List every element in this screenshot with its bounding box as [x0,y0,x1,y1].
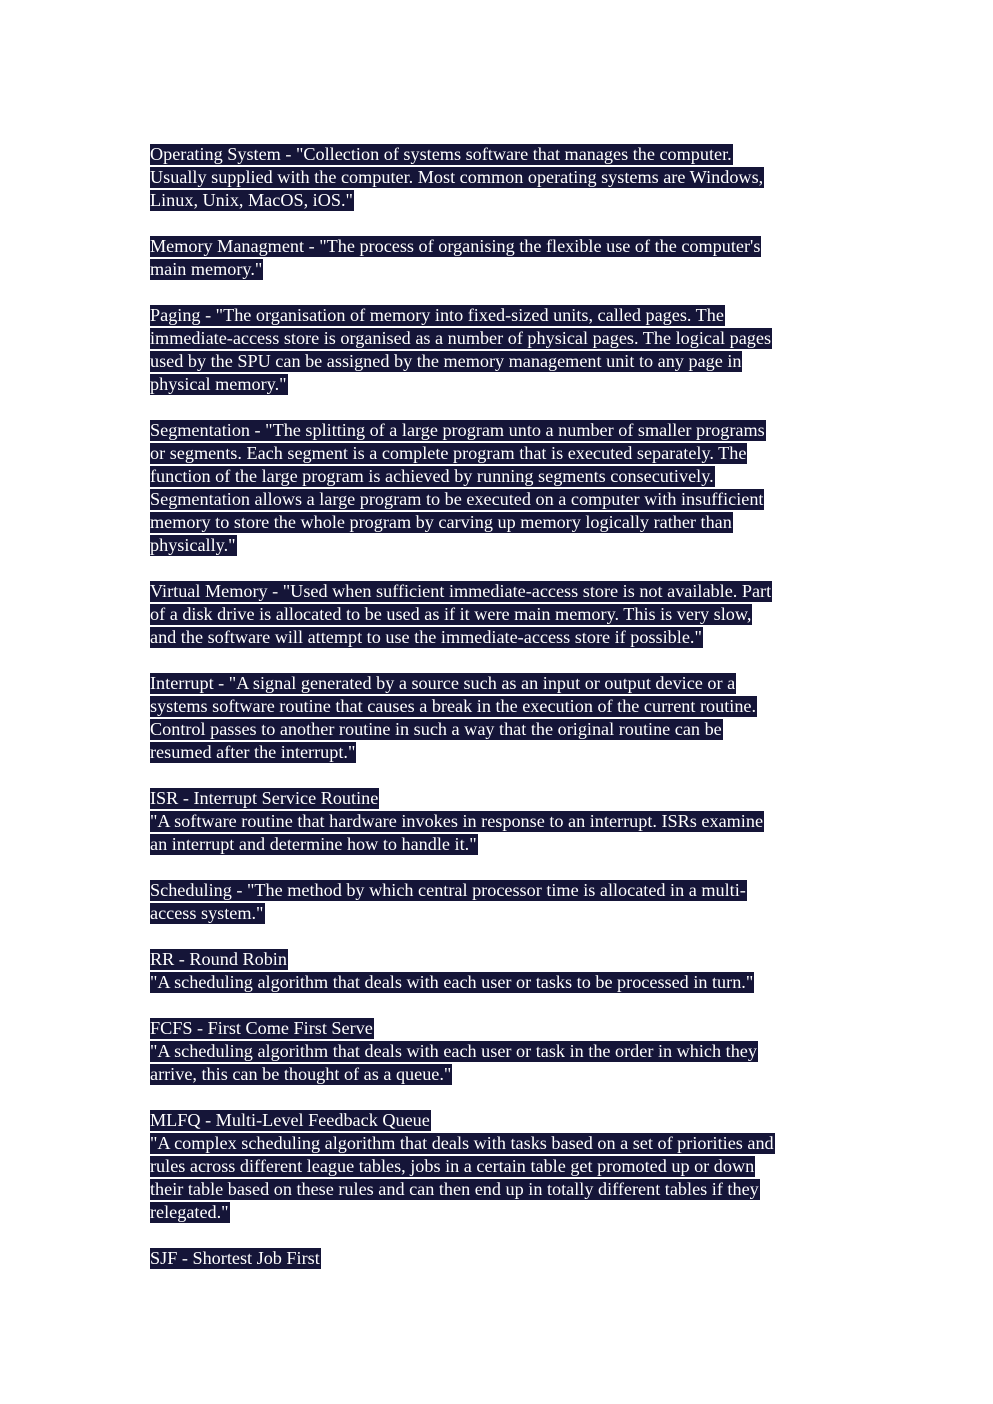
document-page [150,143,850,1293]
text-line: rules across different league tables, jobs in a certain table get promoted up or down [150,1156,755,1176]
text-line: arrive, this can be thought of as a queue." [150,1064,452,1084]
text-line: "A software routine that hardware invokes in response to an interrupt. ISRs examine [150,811,764,831]
definition-mlfq [150,1109,850,1224]
text-line: or segments. Each segment is a complete program that is executed separately. The [150,443,747,463]
definition-memory-management [150,235,850,281]
text-line: physical memory." [150,374,287,394]
text-line: relegated." [150,1202,229,1222]
definition-isr [150,787,850,856]
text-line: Segmentation allows a large program to be executed on a computer with insufficient [150,489,764,509]
text-line: systems software routine that causes a break in the execution of the current routine. [150,696,757,716]
definition-sjf [150,1247,850,1270]
text-line: memory to store the whole program by carving up memory logically rather than [150,512,732,532]
definition-operating-system [150,143,850,212]
text-line: Usually supplied with the computer. Most common operating systems are Windows, [150,167,764,187]
term-heading: MLFQ - Multi-Level Feedback Queue [150,1110,430,1130]
definition-virtual-memory [150,580,850,649]
text-line: main memory." [150,259,263,279]
definition-round-robin [150,948,850,994]
term-heading: RR - Round Robin [150,949,287,969]
definition-segmentation [150,419,850,557]
text-line: Paging - "The organisation of memory into fixed-sized units, called pages. The [150,305,724,325]
text-line: "A scheduling algorithm that deals with each user or tasks to be processed in turn." [150,972,754,992]
text-line: Operating System - "Collection of systems software that manages the computer. [150,144,732,164]
text-line: resumed after the interrupt." [150,742,356,762]
text-line: an interrupt and determine how to handle it." [150,834,477,854]
term-heading: ISR - Interrupt Service Routine [150,788,379,808]
text-line: Scheduling - "The method by which central processor time is allocated in a multi- [150,880,746,900]
text-line: their table based on these rules and can then end up in totally different tables if they [150,1179,759,1199]
definition-fcfs [150,1017,850,1086]
definition-scheduling [150,879,850,925]
text-line: used by the SPU can be assigned by the memory management unit to any page in [150,351,742,371]
text-line: physically." [150,535,236,555]
text-line: immediate-access store is organised as a number of physical pages. The logical pages [150,328,772,348]
text-line: Memory Managment - "The process of organising the flexible use of the computer's [150,236,761,256]
text-line: and the software will attempt to use the immediate-access store if possible." [150,627,702,647]
term-heading: SJF - Shortest Job First [150,1248,320,1268]
definition-paging [150,304,850,396]
text-line: Segmentation - "The splitting of a large program unto a number of smaller programs [150,420,765,440]
text-line: Control passes to another routine in such a way that the original routine can be [150,719,722,739]
text-line: "A complex scheduling algorithm that deals with tasks based on a set of priorities and [150,1133,774,1153]
text-line: Virtual Memory - "Used when sufficient immediate-access store is not available. Part [150,581,772,601]
term-heading: FCFS - First Come First Serve [150,1018,373,1038]
definition-interrupt [150,672,850,764]
text-line: "A scheduling algorithm that deals with each user or task in the order in which they [150,1041,757,1061]
text-line: function of the large program is achieved by running segments consecutively. [150,466,714,486]
text-line: of a disk drive is allocated to be used as if it were main memory. This is very slow, [150,604,752,624]
text-line: Interrupt - "A signal generated by a source such as an input or output device or a [150,673,736,693]
text-line: access system." [150,903,264,923]
text-line: Linux, Unix, MacOS, iOS." [150,190,353,210]
